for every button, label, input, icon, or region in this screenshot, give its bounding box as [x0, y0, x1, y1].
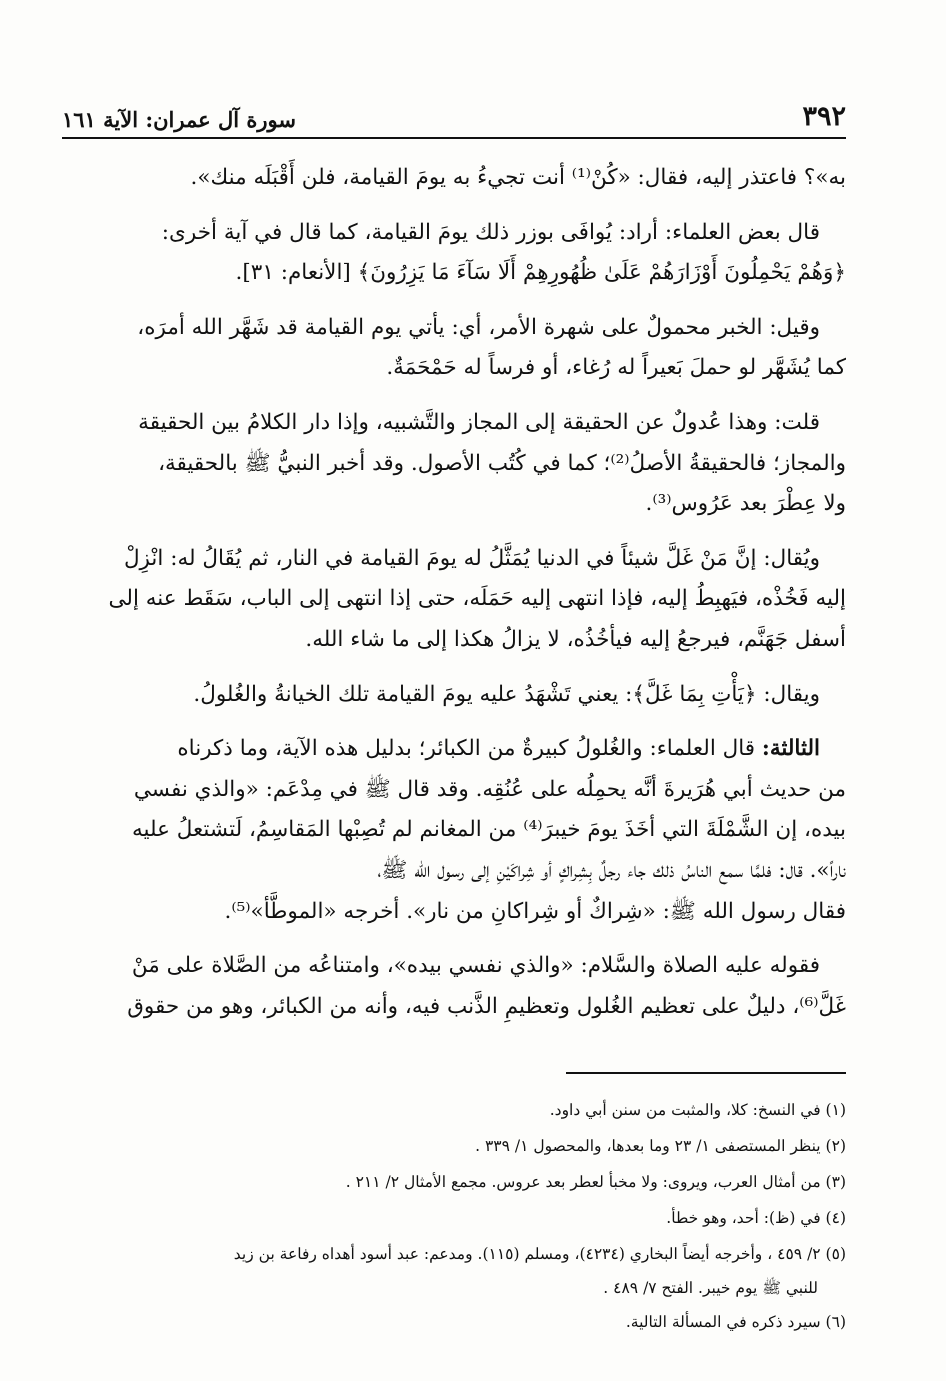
text-line: بيده، إن الشَّمْلَةَ التي أخَذَ يومَ خيبرَ⁽⁴⁾ من المغانم لم تُصِبْها المَقاسِمُ، لَتشتعلُ عليه: [131, 817, 846, 843]
footnote: (١) في النسخ: كلا، والمثبت من سنن أبي داود.: [549, 1101, 846, 1119]
text-line: ويُقال: إنَّ مَنْ غَلَّ شيئاً في الدنيا يُمَثَّلُ له يومَ القيامة في النار، ثم يُقَالُ له: انْزِلْ: [123, 545, 820, 571]
paragraph-line: [62, 579, 846, 620]
paragraph: [62, 539, 846, 580]
section-heading: الثالثة:: [761, 736, 820, 762]
paragraph-line: [62, 892, 846, 933]
text-line: ولا عِطْرَ بعد عَرُوس⁽³⁾.: [645, 491, 846, 517]
text-line: إليه فَخُذْه، فيَهبِطُ إليه، فإذا انتهى إليه حَمَلَه، حتى إذا انتهى إلى الباب، سَقَط عنه إلى: [108, 586, 846, 612]
text-line: غَلَّ⁽⁶⁾، دليلٌ على تعظيم الغُلول وتعظيمِ الذَّنب فيه، وأنه من الكبائر، وهو من حقوق: [127, 993, 846, 1019]
paragraph-line: [62, 770, 846, 811]
paragraph-line: [62, 851, 846, 892]
footnote: (٥) ٢/ ٤٥٩ ، وأخرجه أيضاً البخاري (٤٢٣٤)، ومسلم (١١٥). ومدعم: عبد أسود أهداه رفاعة بن زيد: [233, 1245, 846, 1263]
text-line: فقوله عليه الصلاة والسَّلام: «والذي نفسي بيده»، وامتناعُه من الصَّلاة على مَنْ: [131, 953, 820, 979]
footnote: (٤) في (ظ): أحد، وهو خطأ.: [666, 1209, 846, 1227]
paragraph: [62, 675, 846, 716]
text-line: أسفل جَهَنَّم، فيرجعُ إليه فيأخُذُه، لا يزالُ هكذا إلى ما شاء الله.: [305, 626, 846, 652]
text-line: فقال رسول الله ﷺ: «شِراكٌ أو شِراكانِ من نار». أخرجه «الموطَّأ»⁽⁵⁾.: [224, 898, 846, 924]
quran-verse: [62, 253, 846, 294]
text-line: كما يُشَهَّر لو حملَ بَعيراً له رُغاء، أو فرساً له حَمْحَمَةٌ.: [386, 355, 846, 381]
paragraph: [62, 158, 846, 199]
footnote: (٣) من أمثال العرب، ويروى: ولا مخبأ لعطر بعد عروس. مجمع الأمثال ٢/ ٢١١ .: [345, 1173, 846, 1191]
text-line: والمجاز؛ فالحقيقةُ الأصلُ⁽²⁾؛ كما في كُتُب الأصول. وقد أخبر النبيُّ ﷺ بالحقيقة،: [158, 450, 846, 476]
running-title: سورة آل عمران: الآية ١٦١: [62, 107, 296, 132]
text-line: من حديث أبي هُرَيرةَ أنَّه يحمِلُه على عُنُقِه. وقد قال ﷺ في مِدْعَم: «والذي نفسي: [133, 776, 846, 802]
paragraph: [62, 403, 846, 444]
paragraph-line: [62, 810, 846, 851]
paragraph-line: [62, 987, 846, 1028]
paragraph: [62, 213, 846, 254]
text-line: قلت: وهذا عُدولٌ عن الحقيقة إلى المجاز والتَّشبيه، وإذا دار الكلامُ بين الحقيقة: [138, 409, 820, 435]
footnotes: [62, 1092, 846, 1340]
paragraph: [62, 729, 846, 770]
footnote: (٦) سيرد ذكره في المسألة التالية.: [625, 1313, 846, 1331]
paragraph: [62, 946, 846, 987]
text-line: ويقال: ﴿يَأْتِ بِمَا غَلَّ﴾: يعني تَشْهَدُ عليه يومَ القيامة تلك الخيانةُ والغُلولُ.: [193, 681, 820, 707]
page-number: ٣٩٢: [802, 101, 846, 132]
paragraph-line: [62, 484, 846, 525]
paragraph-line: [62, 444, 846, 485]
footnote-continuation: للنبي ﷺ يوم خيبر. الفتح ٧/ ٤٨٩ .: [603, 1279, 818, 1297]
paragraph: [62, 308, 846, 349]
header-rule: [62, 137, 846, 139]
paragraph-line: [62, 620, 846, 661]
text-line: ناراً». قال: فلمَّا سمع الناسُ ذلك جاء رجلٌ بِشِراكٍ أو شِراكَيْنِ إلى رسول الله ﷺ،: [377, 857, 846, 883]
paragraph-line: [62, 348, 846, 389]
footnote-rule: [566, 1072, 846, 1074]
footnote: (٢) ينظر المستصفى ١/ ٢٣ وما بعدها، والمحصول ١/ ٣٣٩ .: [475, 1137, 846, 1155]
running-header: [62, 92, 846, 132]
text-line: قال العلماء: والغُلولُ كبيرةٌ من الكبائر؛ بدليل هذه الآية، وما ذكرناه: [177, 736, 762, 762]
text-line: به»؟ فاعتذر إليه، فقال: «كُنْ⁽¹⁾ أنت تجيءُ به يومَ القيامة، فلن أَقْبَلَه منك».: [190, 165, 846, 190]
text-line: وقيل: الخبر محمولٌ على شهرة الأمر، أي: يأتي يوم القيامة قد شَهَّر الله أمرَه،: [137, 314, 820, 340]
text-line: قال بعض العلماء: أراد: يُوافَى بوزر ذلك يومَ القيامة، كما قال في آية أخرى:: [161, 219, 820, 245]
main-text: [62, 158, 846, 1027]
text-line: ﴿وَهُمْ يَحْمِلُونَ أَوْزَارَهُمْ عَلَىٰ ظُهُورِهِمْ أَلَا سَآءَ مَا يَزِرُونَ﴾ [الأنعام: ٣١].: [235, 260, 846, 286]
